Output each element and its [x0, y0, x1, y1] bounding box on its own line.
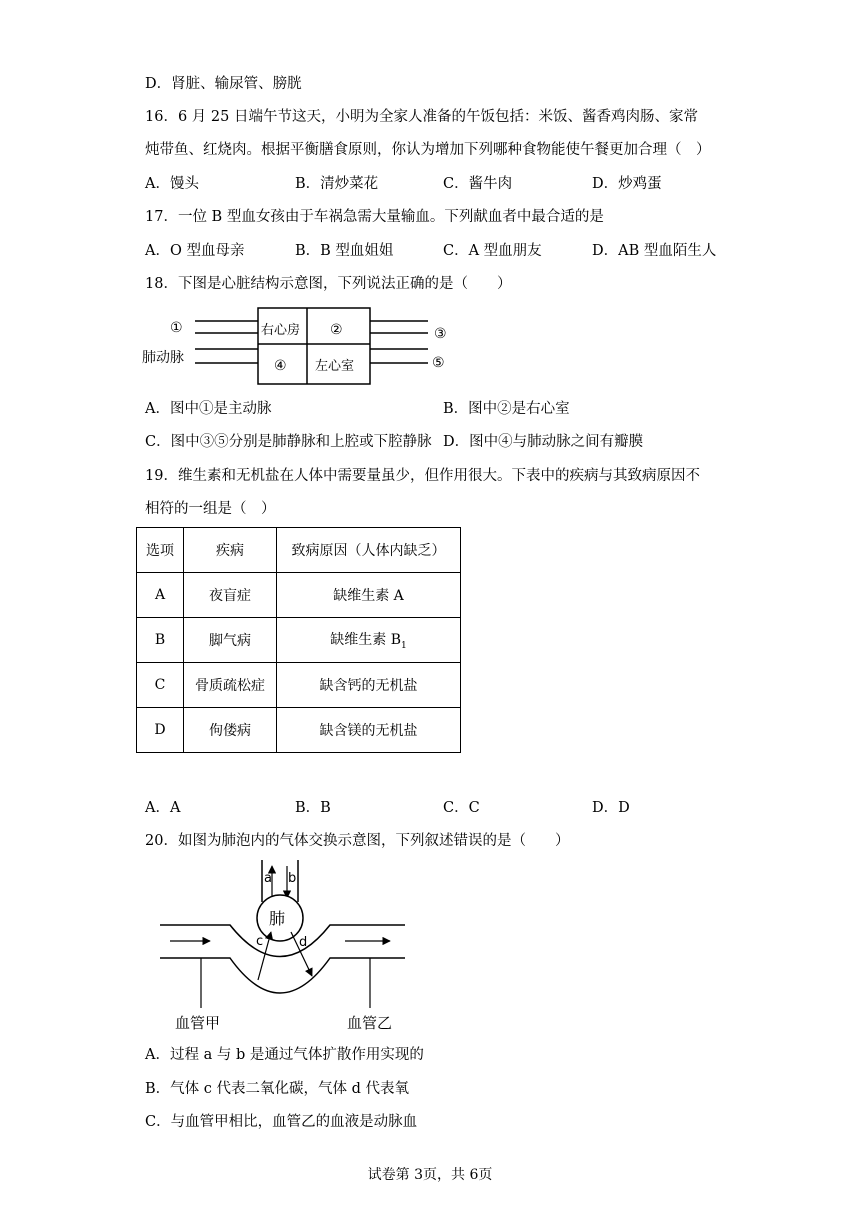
label-left-ventricle: 左心室 [315, 359, 355, 374]
q19-option-c: C．C [443, 800, 480, 816]
table-row [137, 618, 461, 663]
table-row [137, 573, 461, 618]
q16-option-a: A．馒头 [145, 176, 199, 192]
q17-option-d: D．AB 型血陌生人 [592, 243, 717, 259]
label-pulmonary-artery: 肺动脉 [142, 350, 184, 366]
q17-options [145, 241, 725, 261]
q17-option-c: C．A 型血朋友 [443, 243, 542, 259]
table-header-row [137, 528, 461, 573]
table-cell-option: D [137, 708, 184, 753]
table-cell-option: B [137, 618, 184, 663]
cause-subscript: 1 [401, 640, 407, 651]
q18-option-d: D．图中④与肺动脉之间有瓣膜 [443, 434, 644, 450]
vessel-lower-wall [160, 958, 405, 993]
q17-stem: 17．一位 B 型血女孩由于车祸急需大量输血。下列献血者中最合适的是 [145, 209, 604, 225]
table-cell-option: A [137, 573, 184, 618]
label-vessel-jia: 血管甲 [175, 1014, 221, 1032]
table-header: 致病原因（人体内缺乏） [277, 528, 461, 573]
table-row [137, 663, 461, 708]
q16-stem-line1: 16．6 月 25 日端午节这天，小明为全家人准备的午饭包括：米饭、酱香鸡肉肠、家常 [145, 109, 698, 125]
q20-option-b: B．气体 c 代表二氧化碳，气体 d 代表氧 [145, 1081, 409, 1097]
table-header: 选项 [137, 528, 184, 573]
label-2: ② [330, 322, 343, 338]
label-c: c [256, 934, 264, 949]
page-footer: 试卷第 3页，共 6页 [367, 1167, 493, 1183]
q16-options [145, 174, 725, 194]
q18-stem: 18．下图是心脏结构示意图，下列说法正确的是（ ） [145, 276, 512, 292]
q19-option-a: A．A [145, 800, 181, 816]
cause-text: 缺维生素 B [330, 632, 401, 649]
alveolus-gas-exchange-diagram [155, 860, 420, 1035]
label-right-atrium: 右心房 [261, 323, 301, 338]
label-5: ⑤ [432, 355, 445, 371]
table-cell-cause: 缺含钙的无机盐 [277, 663, 461, 708]
label-b: b [288, 871, 297, 886]
heart-structure-diagram [140, 306, 460, 388]
q18-option-b: B．图中②是右心室 [443, 401, 570, 417]
vitamin-mineral-table [136, 527, 461, 753]
label-vessel-yi: 血管乙 [347, 1014, 393, 1032]
table-header: 疾病 [184, 528, 277, 573]
q20-option-a: A．过程 a 与 b 是通过气体扩散作用实现的 [145, 1047, 424, 1063]
q19-stem-line1: 19．维生素和无机盐在人体中需要量虽少，但作用很大。下表中的疾病与其致病原因不 [145, 468, 700, 484]
q15-option-d: D．肾脏、输尿管、膀胱 [145, 76, 302, 92]
label-alveolus: 肺 [269, 909, 286, 928]
q16-option-c: C．酱牛肉 [443, 176, 513, 192]
table-cell-cause [277, 618, 461, 663]
table-cell-disease: 夜盲症 [184, 573, 277, 618]
q17-option-a: A．O 型血母亲 [145, 243, 245, 259]
q19-option-d: D．D [592, 800, 630, 816]
label-1: ① [170, 320, 183, 336]
label-d: d [299, 935, 308, 950]
table-cell-cause: 缺维生素 A [277, 573, 461, 618]
label-3: ③ [434, 326, 447, 342]
q17-option-b: B．B 型血姐姐 [295, 243, 394, 259]
table-cell-disease: 脚气病 [184, 618, 277, 663]
q20-option-c: C．与血管甲相比，血管乙的血液是动脉血 [145, 1114, 418, 1130]
q19-options [145, 798, 725, 818]
q20-stem: 20．如图为肺泡内的气体交换示意图，下列叙述错误的是（ ） [145, 833, 570, 849]
label-4: ④ [274, 358, 287, 374]
q19-stem-line2: 相符的一组是（ ） [145, 501, 276, 517]
q18-option-c: C．图中③⑤分别是肺静脉和上腔或下腔静脉 [145, 434, 432, 450]
table-cell-option: C [137, 663, 184, 708]
table-cell-cause: 缺含镁的无机盐 [277, 708, 461, 753]
q18-option-a: A．图中①是主动脉 [145, 401, 272, 417]
q19-option-b: B．B [295, 800, 331, 816]
q16-stem-line2: 炖带鱼、红烧肉。根据平衡膳食原则，你认为增加下列哪种食物能使午餐更加合理（ ） [145, 142, 711, 158]
table-cell-disease: 骨质疏松症 [184, 663, 277, 708]
q16-option-b: B．清炒菜花 [295, 176, 379, 192]
table-row [137, 708, 461, 753]
label-a: a [264, 871, 272, 886]
table-cell-disease: 佝偻病 [184, 708, 277, 753]
q16-option-d: D．炒鸡蛋 [592, 176, 662, 192]
